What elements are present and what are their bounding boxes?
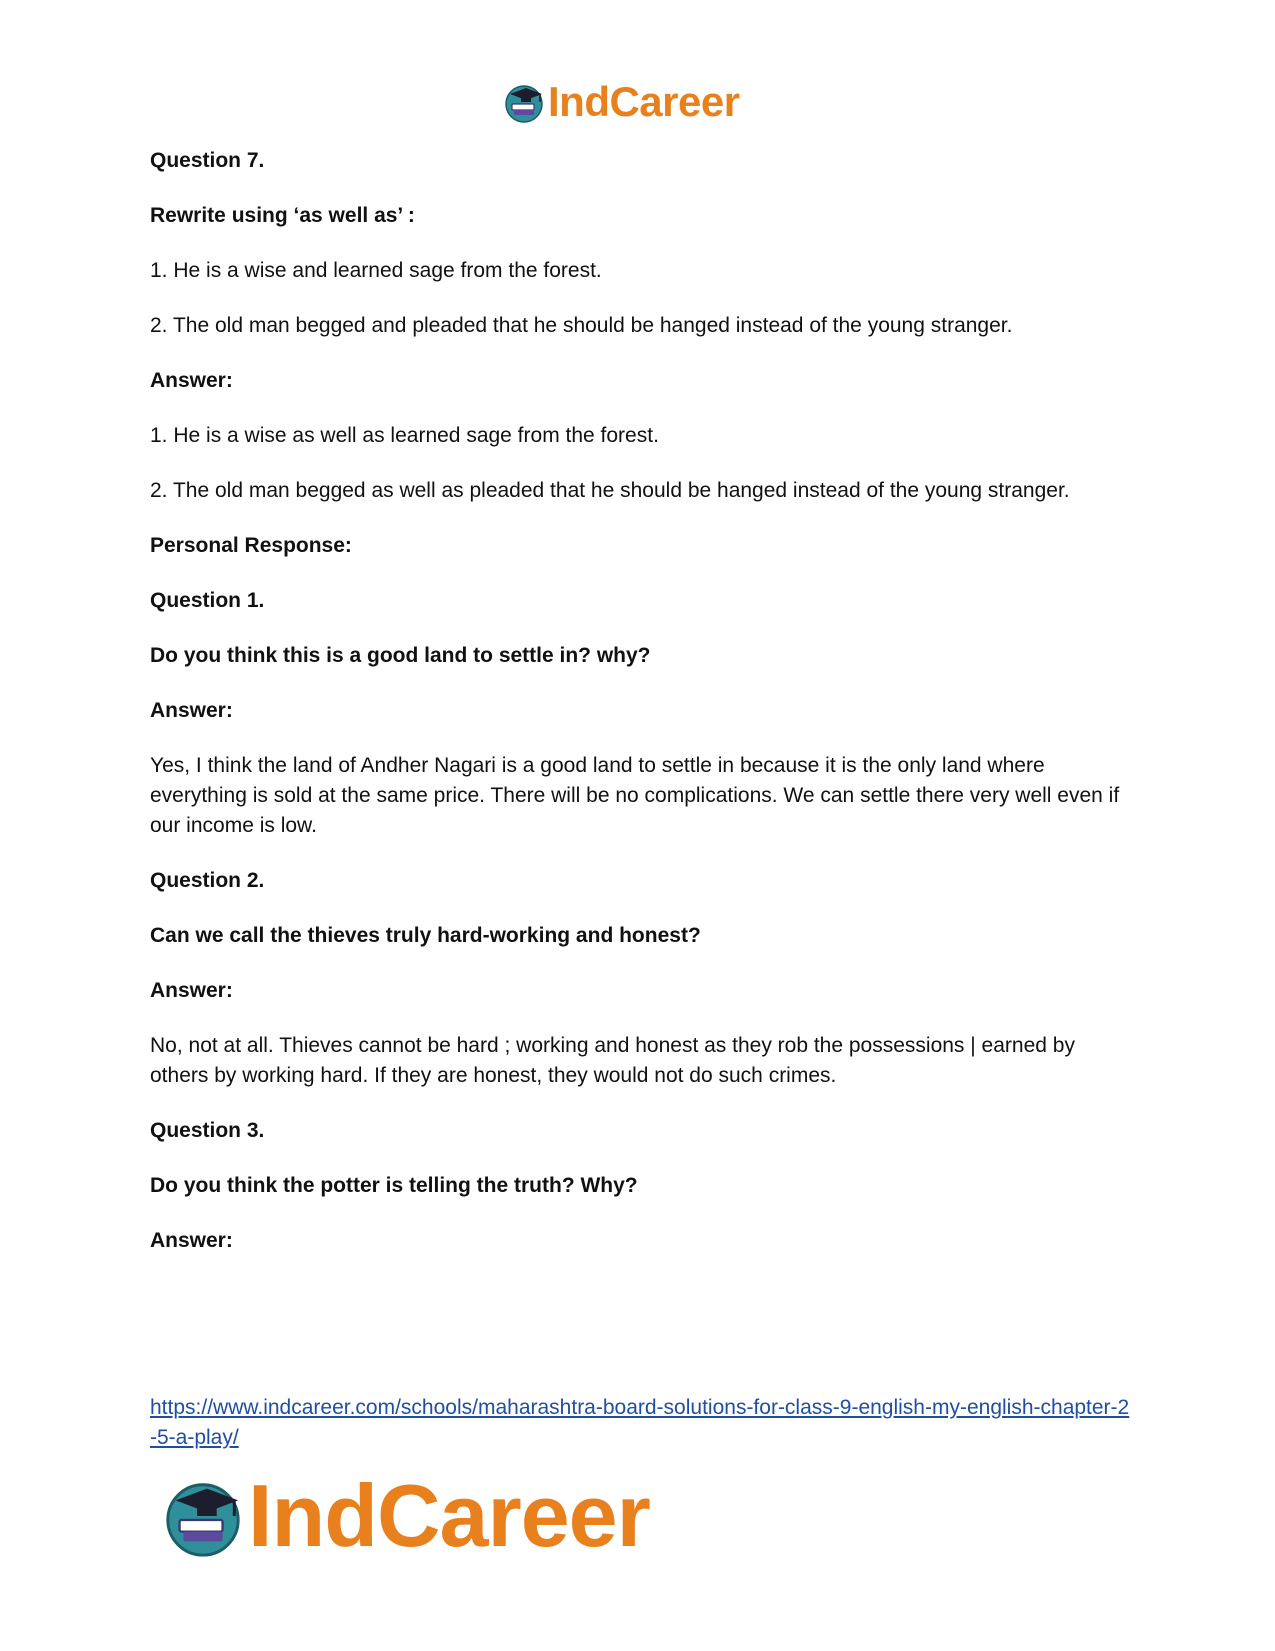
header-logo [502,78,740,126]
graduation-cap-book-globe-icon [502,80,546,124]
brand-name: IndCareer [548,78,740,125]
heading-line: Rewrite using ‘as well as’ : [150,204,415,227]
footer-link-block [150,1393,1130,1453]
heading-line: Answer: [150,369,233,392]
text-paragraph: 2. The old man begged and pleaded that he should be hanged instead of the young stranger. [150,314,1013,337]
heading-line: Question 2. [150,869,265,892]
document-body [150,146,1130,1281]
text-paragraph: 2. The old man begged as well as pleaded that he should be hanged instead of the young stranger. [150,479,1070,502]
text-paragraph: 1. He is a wise as well as learned sage from the forest. [150,424,659,447]
footer-logo [160,1466,650,1566]
heading-line: Do you think the potter is telling the truth? Why? [150,1174,638,1197]
heading-line: Personal Response: [150,534,352,557]
text-paragraph: 1. He is a wise and learned sage from the forest. [150,259,602,282]
heading-line: Do you think this is a good land to settle in? why? [150,644,651,667]
heading-line: Question 1. [150,589,265,612]
heading-line: Answer: [150,699,233,722]
heading-line: Question 3. [150,1119,265,1142]
heading-line: Answer: [150,979,233,1002]
heading-line: Question 7. [150,149,265,172]
text-paragraph: No, not at all. Thieves cannot be hard ; working and honest as they rob the possessions | earned by others by working hard. If they are honest, they would not do such crimes. [150,1034,1075,1087]
text-paragraph: Yes, I think the land of Andher Nagari is a good land to settle in because it is the only land where everything is sold at the same price. There will be no complications. We can settle there very well even if our income is low. [150,754,1120,837]
heading-line: Answer: [150,1229,233,1252]
brand-name-large: IndCareer [248,1466,650,1565]
graduation-cap-book-globe-icon [160,1473,246,1559]
source-url-link[interactable]: https://www.indcareer.com/schools/maharashtra-board-solutions-for-class-9-english-my-english-chapter-2-5-a-play/ [150,1396,1130,1449]
heading-line: Can we call the thieves truly hard-working and honest? [150,924,701,947]
